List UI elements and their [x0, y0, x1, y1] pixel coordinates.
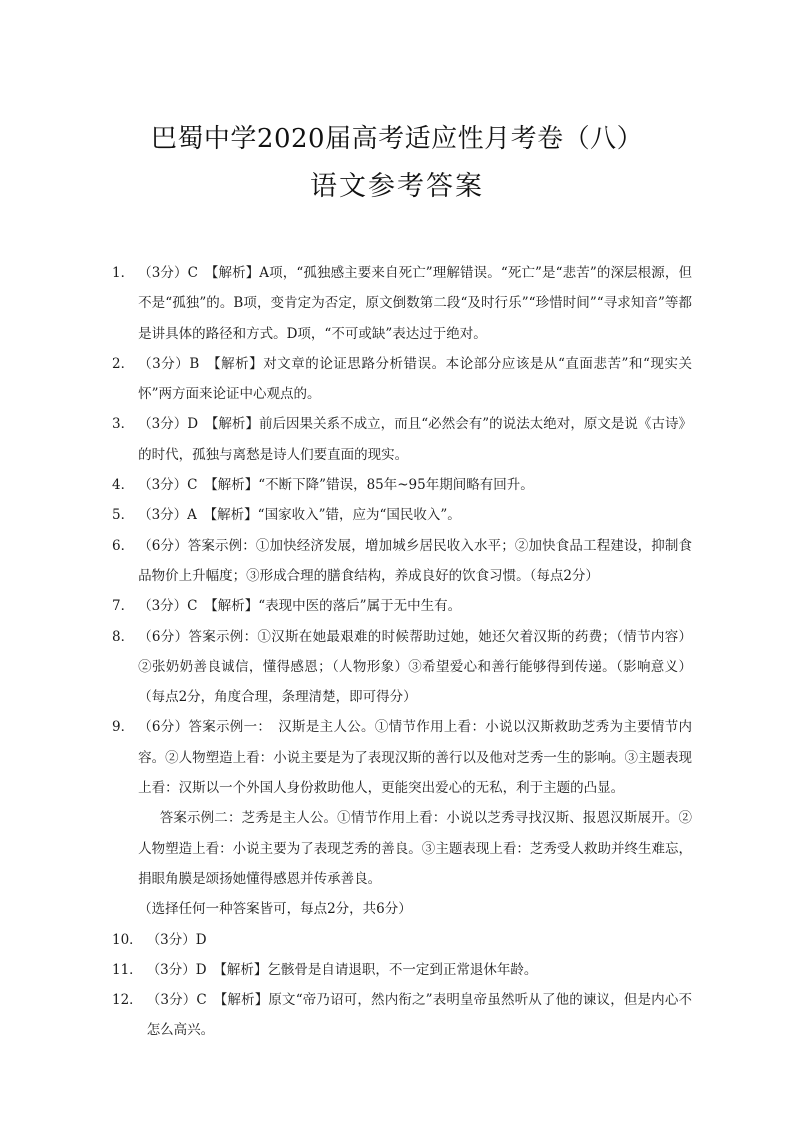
- answer-text: [147, 985, 692, 1046]
- answer-text: [138, 622, 692, 713]
- answer-item-11: [112, 955, 692, 985]
- answer-paragraph: （3分）C 【解析】A项，“孤独感主要来自死亡”理解错误。“死亡”是“悲苦”的深层根源，但不是“孤独”的。B项，变肯定为否定，原文倒数第二段“及时行乐”“珍惜时间”“寻求知音”等都是讲具体的路径和方式。D项，“不可或缺”表达过于绝对。: [138, 265, 692, 342]
- question-number: 1．: [112, 265, 135, 281]
- answer-item-1: [112, 258, 692, 349]
- answer-item-2: [112, 349, 692, 410]
- answer-item-9: [112, 712, 692, 924]
- answer-paragraph: （6分）答案示例一： 汉斯是主人公。①情节作用上看：小说以汉斯救助芝秀为主要情节内容。②人物塑造上看：小说主要是为了表现汉斯的善行以及他对芝秀一生的影响。③主题表现上看：汉斯以一个外国人身份救助他人，更能突出爱心的无私，利于主题的凸显。: [138, 719, 692, 797]
- question-number: 7．: [112, 598, 135, 615]
- answer-text: [147, 955, 692, 985]
- answer-text: [138, 409, 692, 470]
- answer-paragraph: （3分）B 【解析】对文章的论证思路分析错误。本论部分应该是从“直面悲苦”和“现实关怀”两方面来论证中心观点的。: [138, 355, 692, 403]
- answer-item-5: [112, 500, 692, 530]
- question-number: 5．: [112, 507, 135, 524]
- answer-paragraph: （6分）答案示例：①加快经济发展，增加城乡居民收入水平；②加快食品工程建设，抑制食品物价上升幅度；③形成合理的膳食结构，养成良好的饮食习惯。（每点2分）: [138, 537, 692, 584]
- answer-paragraph: （3分）C 【解析】“不断下降”错误，85年~95年期间略有回升。: [138, 477, 534, 494]
- question-number: 10．: [112, 931, 143, 948]
- answer-text: [147, 925, 692, 955]
- answer-item-7: [112, 591, 692, 621]
- answer-paragraph: （选择任何一种答案皆可，每点2分，共6分）: [138, 901, 412, 918]
- answer-text: [138, 531, 692, 592]
- answer-paragraph: （3分）D: [146, 931, 207, 948]
- answer-item-10: [112, 925, 692, 955]
- answer-item-4: [112, 470, 692, 500]
- answer-paragraph: 答案示例二：芝秀是主人公。①情节作用上看：小说以芝秀寻找汉斯、报恩汉斯展开。②人物塑造上看：小说主要为了表现芝秀的善良。③主题表现上看：芝秀受人救助并终生难忘，捐眼角膜是颂扬她懂得感恩并传承善良。: [138, 810, 692, 887]
- question-number: 11．: [112, 961, 143, 978]
- question-number: 8．: [112, 628, 135, 645]
- answer-text: [138, 349, 692, 410]
- answer-text: [138, 258, 692, 349]
- answer-paragraph: （3分）C 【解析】原文“帝乃诏可，然内衔之”表明皇帝虽然听从了他的谏议，但是内心不怎么高兴。: [146, 992, 692, 1039]
- question-number: 6．: [112, 537, 135, 554]
- answer-paragraph: （6分）答案示例：①汉斯在她最艰难的时候帮助过她，她还欠着汉斯的药费；（情节内容）②张奶奶善良诚信，懂得感恩；（人物形象）③希望爱心和善行能够得到传递。（影响意义）（每点2分，角度合理，条理清楚，即可得分）: [138, 628, 692, 706]
- question-number: 3．: [112, 416, 135, 433]
- answer-item-6: [112, 531, 692, 592]
- page-title: 巴蜀中学2020届高考适应性月考卷（八）: [150, 124, 644, 154]
- question-number: 2．: [112, 355, 135, 372]
- answer-paragraph: （3分）C 【解析】“表现中医的落后”属于无中生有。: [138, 598, 462, 615]
- answer-text: [138, 591, 692, 621]
- answer-text: [138, 500, 692, 530]
- question-number: 9．: [112, 719, 135, 736]
- question-number: 4．: [112, 477, 135, 494]
- answer-item-12: [112, 985, 692, 1046]
- answer-paragraph: （3分）A 【解析】“国家收入”错，应为“国民收入”。: [138, 507, 461, 524]
- answer-text: [138, 712, 692, 924]
- answer-text: [138, 470, 692, 500]
- page-subtitle: 语文参考答案: [310, 171, 484, 202]
- answer-item-8: [112, 622, 692, 713]
- answer-list: [112, 258, 692, 1046]
- answer-paragraph: （3分）D 【解析】乞骸骨是自请退职，不一定到正常退休年龄。: [146, 961, 538, 978]
- answer-paragraph: （3分）D 【解析】前后因果关系不成立，而且“必然会有”的说法太绝对，原文是说《古诗》的时代，孤独与离愁是诗人们要直面的现实。: [138, 416, 692, 463]
- question-number: 12．: [112, 992, 143, 1009]
- answer-item-3: [112, 409, 692, 470]
